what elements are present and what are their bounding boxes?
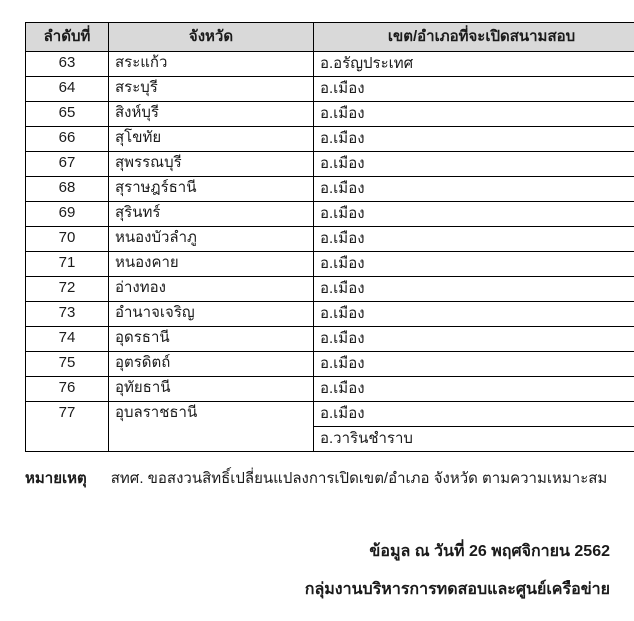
- footer-date-line: ข้อมูล ณ วันที่ 26 พฤศจิกายน 2562: [369, 543, 610, 560]
- row-number-cell: 77: [26, 402, 109, 452]
- table-row: [26, 227, 634, 252]
- table-row: [26, 277, 634, 302]
- table-row: [26, 352, 634, 377]
- province-cell: สระบุรี: [109, 77, 314, 102]
- district-cell: อ.เมือง: [314, 102, 634, 127]
- row-number-cell: 64: [26, 77, 109, 102]
- district-cell: อ.เมือง: [314, 377, 634, 402]
- row-number-cell: 65: [26, 102, 109, 127]
- table-row: [26, 302, 634, 327]
- note-line: [25, 466, 610, 490]
- table-row: [26, 127, 634, 152]
- province-cell: สระแก้ว: [109, 52, 314, 77]
- district-cell: อ.เมือง: [314, 152, 634, 177]
- row-number-cell: 66: [26, 127, 109, 152]
- province-cell: สุรินทร์: [109, 202, 314, 227]
- province-cell: สิงห์บุรี: [109, 102, 314, 127]
- province-cell: อุตรดิตถ์: [109, 352, 314, 377]
- district-cell: อ.วารินชำราบ: [314, 427, 634, 452]
- province-cell: สุราษฎร์ธานี: [109, 177, 314, 202]
- table-row: [26, 52, 634, 77]
- table-header-row: [26, 23, 634, 52]
- province-cell: สุโขทัย: [109, 127, 314, 152]
- row-number-cell: 67: [26, 152, 109, 177]
- provinces-table: [25, 22, 634, 452]
- row-number-cell: 75: [26, 352, 109, 377]
- district-cell: อ.เมือง: [314, 252, 634, 277]
- province-cell: อุทัยธานี: [109, 377, 314, 402]
- province-cell: อำนาจเจริญ: [109, 302, 314, 327]
- district-cell: อ.เมือง: [314, 127, 634, 152]
- table-row: [26, 377, 634, 402]
- table-row: [26, 202, 634, 227]
- table-row: [26, 152, 634, 177]
- row-number-cell: 63: [26, 52, 109, 77]
- table-row: [26, 327, 634, 352]
- footer-org-line: กลุ่มงานบริหารการทดสอบและศูนย์เครือข่าย: [304, 581, 610, 598]
- table-row: [26, 77, 634, 102]
- table-row: [26, 252, 634, 277]
- district-cell: อ.เมือง: [314, 302, 634, 327]
- row-number-cell: 76: [26, 377, 109, 402]
- row-number-cell: 70: [26, 227, 109, 252]
- province-cell: สุพรรณบุรี: [109, 152, 314, 177]
- province-cell: อ่างทอง: [109, 277, 314, 302]
- district-cell: อ.เมือง: [314, 227, 634, 252]
- row-number-cell: 73: [26, 302, 109, 327]
- table-row: [26, 402, 634, 427]
- province-cell: หนองคาย: [109, 252, 314, 277]
- district-cell: อ.เมือง: [314, 77, 634, 102]
- column-header-no: ลำดับที่: [26, 23, 109, 52]
- province-cell: อุดรธานี: [109, 327, 314, 352]
- row-number-cell: 71: [26, 252, 109, 277]
- province-cell: หนองบัวลำภู: [109, 227, 314, 252]
- note-text: สทศ. ขอสงวนสิทธิ์เปลี่ยนแปลงการเปิดเขต/อำเภอ จังหวัด ตามความเหมาะสม: [110, 470, 608, 487]
- row-number-cell: 72: [26, 277, 109, 302]
- table-row: [26, 177, 634, 202]
- district-cell: อ.เมือง: [314, 352, 634, 377]
- district-cell: อ.เมือง: [314, 177, 634, 202]
- column-header-province: จังหวัด: [109, 23, 314, 52]
- row-number-cell: 74: [26, 327, 109, 352]
- district-cell: อ.เมือง: [314, 277, 634, 302]
- district-cell: อ.เมือง: [314, 402, 634, 427]
- row-number-cell: 69: [26, 202, 109, 227]
- district-cell: อ.เมือง: [314, 327, 634, 352]
- table-body: [26, 52, 634, 452]
- row-number-cell: 68: [26, 177, 109, 202]
- district-cell: อ.อรัญประเทศ: [314, 52, 634, 77]
- table-row: [26, 102, 634, 127]
- district-cell: อ.เมือง: [314, 202, 634, 227]
- table-header: [26, 23, 634, 52]
- note-label: หมายเหตุ: [25, 470, 87, 487]
- province-cell: อุบลราชธานี: [109, 402, 314, 452]
- column-header-district: เขต/อำเภอที่จะเปิดสนามสอบ: [314, 23, 634, 52]
